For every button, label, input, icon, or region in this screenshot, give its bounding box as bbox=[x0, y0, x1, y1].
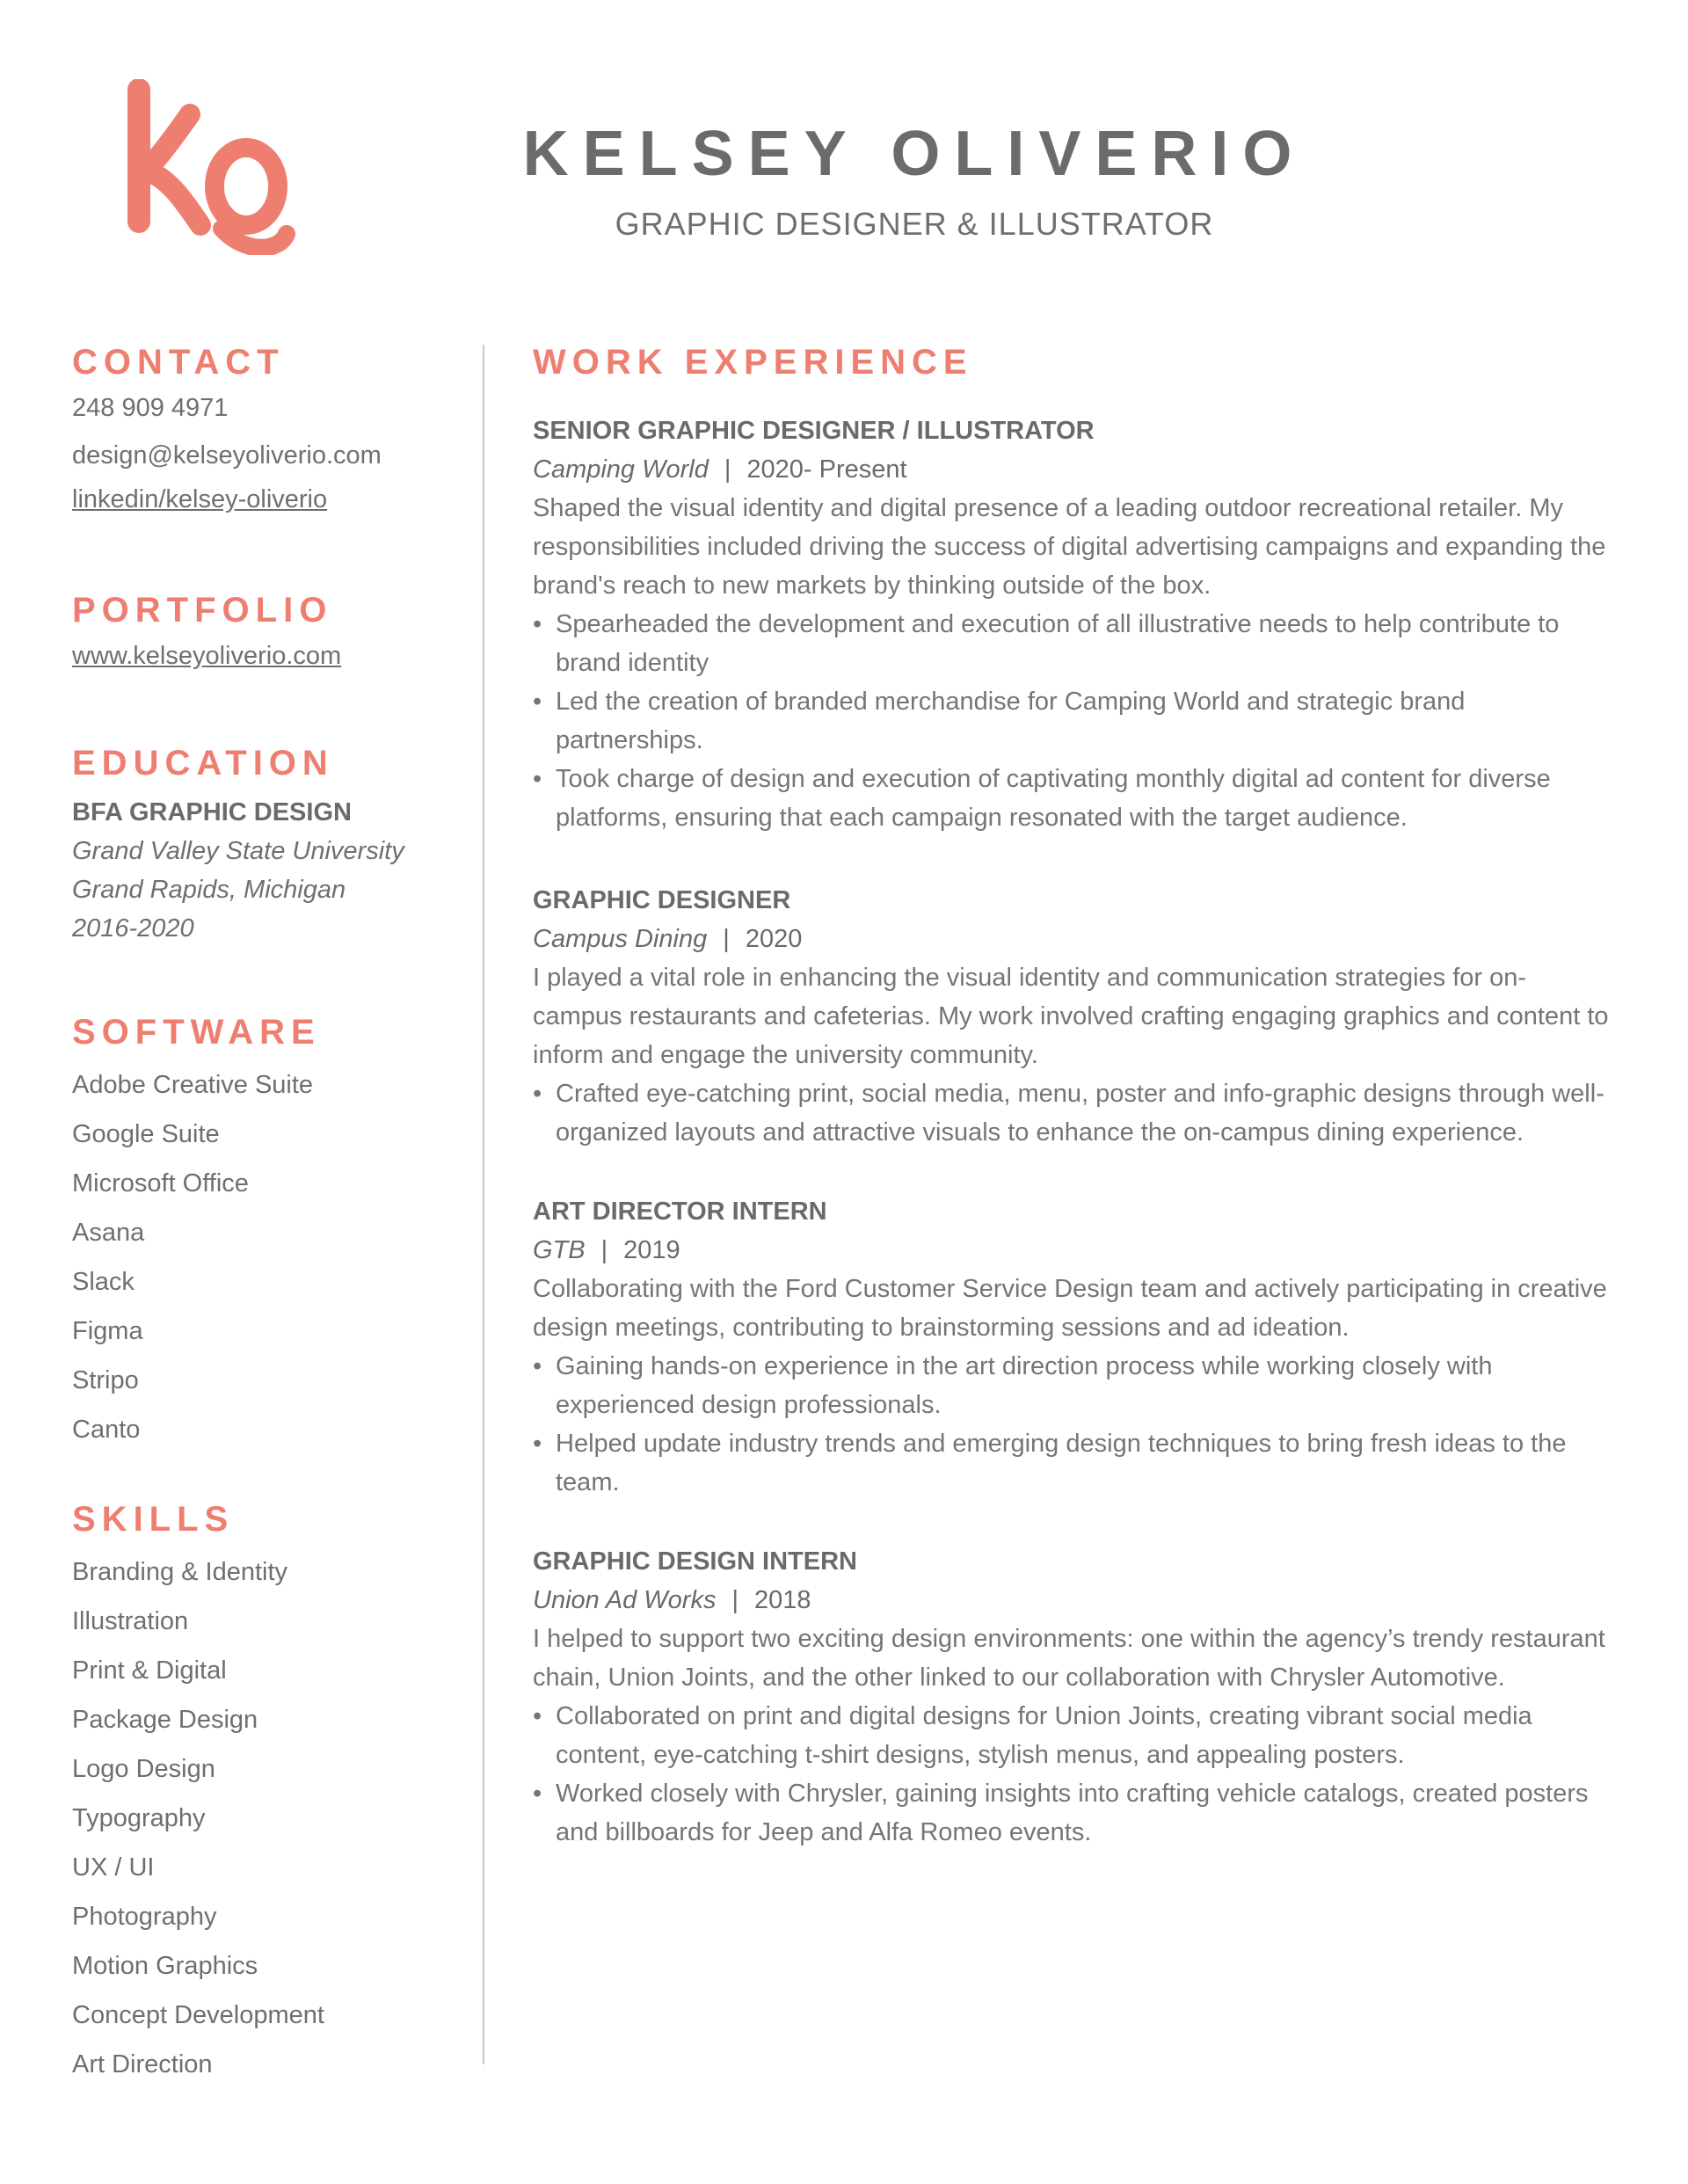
job-title: GRAPHIC DESIGNER bbox=[533, 886, 791, 914]
job-description: I helped to support two exciting design environments: one within the agency’s trendy restaurant chain, Union Joints, and the other linked to our collaboration with Chrysler Automotive. bbox=[533, 1625, 1605, 1692]
list-item: UX / UI bbox=[72, 1853, 155, 1882]
job-description: Shaped the visual identity and digital presence of a leading outdoor recreational retailer. My responsibilities included driving the success of digital advertising campaigns and expanding the brand's reach to new markets by thinking outside of the box. bbox=[533, 494, 1606, 600]
education-heading: EDUCATION bbox=[72, 744, 334, 783]
job-title: GRAPHIC DESIGN INTERN bbox=[533, 1547, 857, 1576]
list-item: • Collaborated on print and digital designs for Union Joints, creating vibrant social media content, eye-catching t-shirt designs, stylish menus, and appealing posters. bbox=[533, 1697, 1614, 1774]
ko-logo bbox=[123, 79, 299, 255]
portfolio-link[interactable]: www.kelseyoliverio.com bbox=[72, 642, 342, 670]
meta-separator: | bbox=[723, 925, 730, 953]
job-description: I played a vital role in enhancing the visual identity and communication strategies for on-campus restaurants and cafeterias. My work involved crafting engaging graphics and content to inform and engage the university community. bbox=[533, 964, 1609, 1069]
education-school: Grand Valley State University bbox=[72, 837, 404, 865]
list-item: Illustration bbox=[72, 1607, 189, 1635]
list-item: Print & Digital bbox=[72, 1656, 227, 1685]
column-divider bbox=[483, 345, 484, 2064]
contact-heading: CONTACT bbox=[72, 343, 285, 382]
education-years: 2016-2020 bbox=[72, 914, 194, 943]
job-meta bbox=[533, 450, 1614, 489]
meta-separator: | bbox=[600, 1236, 608, 1264]
list-item: Asana bbox=[72, 1219, 145, 1247]
list-item: Photography bbox=[72, 1903, 217, 1931]
work-experience-column bbox=[533, 339, 1614, 1852]
candidate-name: KELSEY OLIVERIO bbox=[522, 119, 1306, 189]
portfolio-heading: PORTFOLIO bbox=[72, 591, 333, 630]
list-item: Stripo bbox=[72, 1366, 139, 1394]
contact-email[interactable]: design@kelseyoliverio.com bbox=[72, 441, 382, 470]
meta-separator: | bbox=[724, 455, 731, 484]
job-company: Camping World bbox=[533, 455, 709, 484]
list-item: • Helped update industry trends and emerging design techniques to bring fresh ideas to the team. bbox=[533, 1424, 1614, 1502]
list-item: • Crafted eye-catching print, social media, menu, poster and info-graphic designs through well-organized layouts and attractive visuals to enhance the on-campus dining experience. bbox=[533, 1074, 1614, 1152]
meta-separator: | bbox=[731, 1586, 738, 1614]
job-entry bbox=[533, 1542, 1614, 1852]
list-item: • Gaining hands-on experience in the art direction process while working closely with experienced design professionals. bbox=[533, 1347, 1614, 1424]
software-heading: SOFTWARE bbox=[72, 1013, 321, 1052]
list-item: Logo Design bbox=[72, 1755, 215, 1783]
work-experience-heading: WORK EXPERIENCE bbox=[533, 343, 973, 382]
list-item: Canto bbox=[72, 1416, 141, 1444]
list-item: Branding & Identity bbox=[72, 1558, 288, 1586]
job-dates: 2018 bbox=[753, 1586, 811, 1614]
job-meta bbox=[533, 1231, 1614, 1270]
job-dates: 2019 bbox=[623, 1236, 680, 1264]
education-location: Grand Rapids, Michigan bbox=[72, 876, 346, 904]
job-bullets bbox=[533, 1697, 1614, 1852]
list-item: Slack bbox=[72, 1268, 135, 1296]
job-dates: 2020- Present bbox=[746, 455, 907, 484]
job-bullets bbox=[533, 1347, 1614, 1502]
list-item: Google Suite bbox=[72, 1120, 220, 1148]
skills-heading: SKILLS bbox=[72, 1500, 235, 1539]
job-dates: 2020 bbox=[745, 925, 803, 953]
list-item: Adobe Creative Suite bbox=[72, 1071, 314, 1099]
job-description: Collaborating with the Ford Customer Service Design team and actively participating in creative design meetings, contributing to brainstorming sessions and ad ideation. bbox=[533, 1275, 1607, 1342]
job-entry bbox=[533, 1192, 1614, 1502]
left-column bbox=[72, 339, 477, 2089]
contact-phone[interactable]: 248 909 4971 bbox=[72, 394, 229, 422]
list-item: Microsoft Office bbox=[72, 1169, 249, 1198]
job-company: Union Ad Works bbox=[533, 1586, 717, 1614]
job-title: ART DIRECTOR INTERN bbox=[533, 1198, 827, 1226]
job-bullets bbox=[533, 1074, 1614, 1152]
list-item: Concept Development bbox=[72, 2001, 324, 2029]
job-meta bbox=[533, 920, 1614, 958]
job-meta bbox=[533, 1581, 1614, 1620]
contact-linkedin-link[interactable]: linkedin/kelsey-oliverio bbox=[72, 485, 328, 513]
list-item: Typography bbox=[72, 1804, 206, 1832]
list-item: • Spearheaded the development and execution of all illustrative needs to help contribute to brand identity bbox=[533, 605, 1614, 682]
list-item: Package Design bbox=[72, 1706, 258, 1734]
software-list bbox=[72, 1060, 477, 1454]
job-title: SENIOR GRAPHIC DESIGNER / ILLUSTRATOR bbox=[533, 417, 1095, 445]
list-item: • Led the creation of branded merchandise for Camping World and strategic brand partnerships. bbox=[533, 682, 1614, 760]
job-company: GTB bbox=[533, 1236, 586, 1264]
job-company: Campus Dining bbox=[533, 925, 708, 953]
list-item: • Worked closely with Chrysler, gaining insights into crafting vehicle catalogs, created posters and billboards for Jeep and Alfa Romeo events. bbox=[533, 1774, 1614, 1852]
job-bullets bbox=[533, 605, 1614, 837]
job-tagline: GRAPHIC DESIGNER & ILLUSTRATOR bbox=[615, 206, 1214, 242]
list-item: Figma bbox=[72, 1317, 143, 1345]
job-entry bbox=[533, 881, 1614, 1152]
job-entry bbox=[533, 411, 1614, 837]
list-item: • Took charge of design and execution of captivating monthly digital ad content for diverse platforms, ensuring that each campaign resonated with the target audience. bbox=[533, 760, 1614, 837]
list-item: Motion Graphics bbox=[72, 1952, 258, 1980]
list-item: Art Direction bbox=[72, 2050, 213, 2078]
education-degree: BFA GRAPHIC DESIGN bbox=[72, 798, 352, 826]
skills-list bbox=[72, 1547, 477, 2089]
